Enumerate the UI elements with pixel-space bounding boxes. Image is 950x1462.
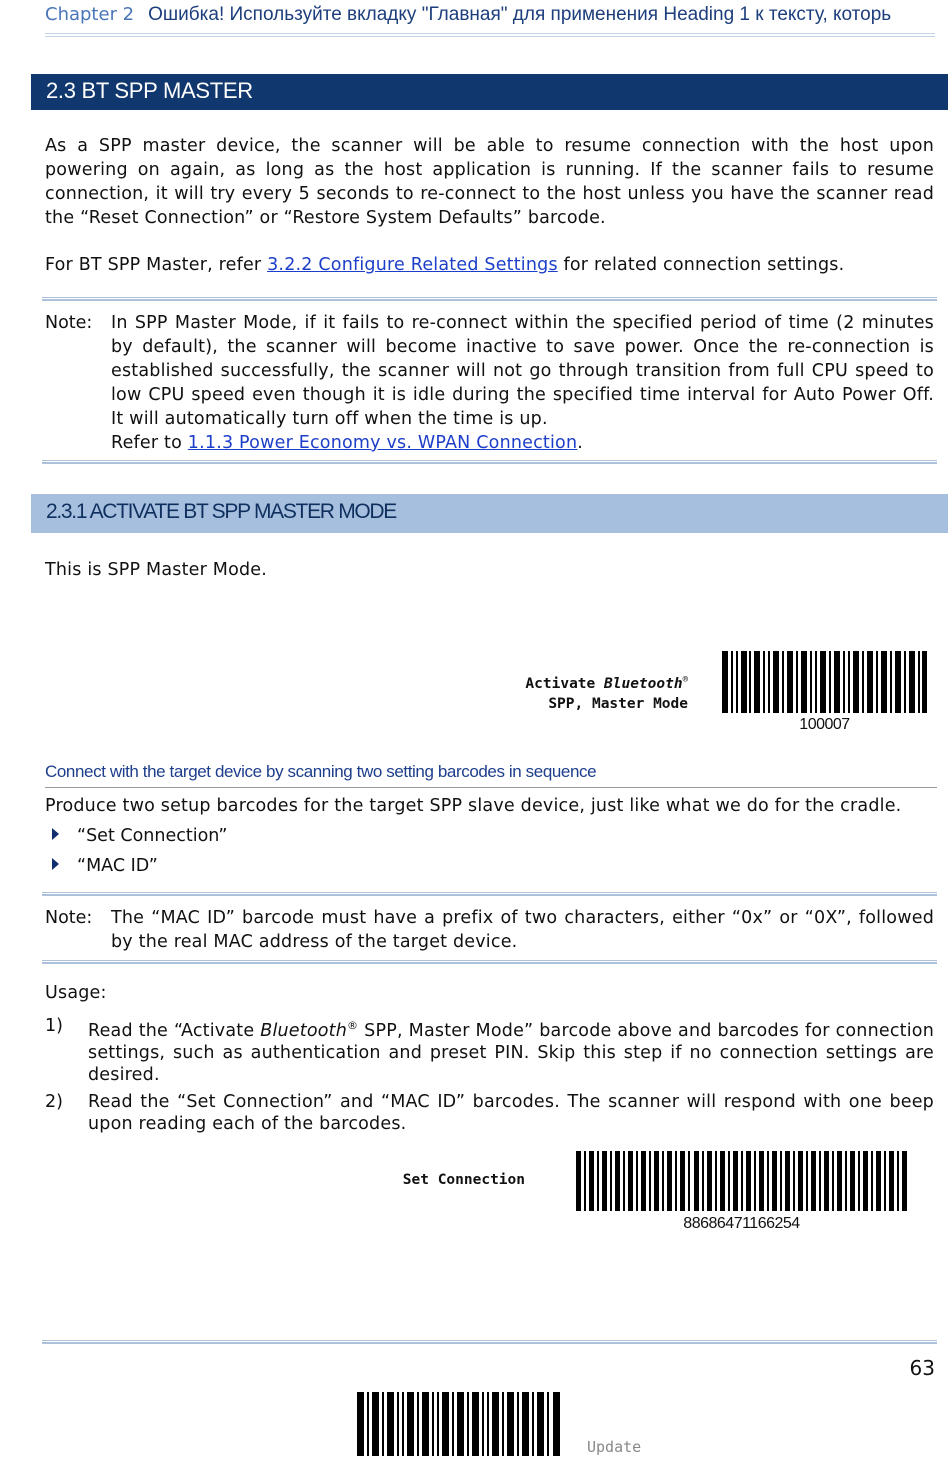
configure-related-settings-link[interactable]: 3.2.2 Configure Related Settings — [267, 255, 558, 275]
activate-barcode-label — [430, 670, 688, 714]
subsection-text: This is SPP Master Mode. — [45, 560, 268, 580]
section-title: 2.3 BT SPP MASTER — [31, 74, 948, 110]
note-text: In SPP Master Mode, if it fails to re-connect within the specified period of time (2 minutes by default), the scanner will become inactive to save power. Once the re-connection is established successfully, the scanner will not go through transition from full CPU speed to low CPU speed even though it is idle during the specified time interval for Auto Power Off. It will automatically turn off when the time is up. — [111, 313, 934, 429]
running-header — [45, 4, 935, 30]
header-error-text: Ошибка! Используйте вкладку "Главная" для применения Heading 1 к тексту, которь — [148, 4, 892, 25]
chapter-label: Chapter 2 — [45, 4, 135, 25]
header-rule — [45, 33, 935, 37]
bullet-arrow-icon — [52, 828, 59, 840]
usage-label: Usage: — [45, 983, 107, 1003]
activate-label-prefix: Activate — [525, 675, 604, 692]
usage-item-2 — [45, 1091, 934, 1135]
note-power-save — [45, 311, 934, 455]
bullet-text: “MAC ID” — [77, 856, 158, 876]
set-connection-barcode-number: 88686471166254 — [683, 1215, 800, 1232]
usage-item-1-num: 1) — [45, 1016, 63, 1036]
note-mac-id — [45, 906, 934, 954]
refer-suffix: for related connection settings. — [557, 255, 845, 275]
footer-rule — [42, 1340, 937, 1344]
bullet-set-connection — [52, 826, 228, 846]
usage-item-2-num: 2) — [45, 1092, 63, 1112]
bullet-arrow-icon — [52, 858, 59, 870]
activate-barcode-number: 100007 — [799, 716, 850, 733]
usage-registered-mark: ® — [347, 1019, 359, 1032]
note-label: Note: — [45, 313, 93, 333]
connect-heading-rule — [45, 787, 937, 788]
usage-item-1 — [45, 1015, 934, 1086]
connect-text: Produce two setup barcodes for the target SPP slave device, just like what we do for the cradle. — [45, 796, 902, 816]
power-economy-link[interactable]: 1.1.3 Power Economy vs. WPAN Connection — [187, 433, 578, 453]
registered-mark: ® — [682, 675, 688, 685]
note-bottom-rule — [42, 460, 937, 464]
connect-heading: Connect with the target device by scanning two setting barcodes in sequence — [45, 762, 597, 781]
bullet-mac-id — [52, 856, 158, 876]
update-barcode[interactable] — [357, 1392, 560, 1456]
usage-item-2-text: Read the “Set Connection” and “MAC ID” barcodes. The scanner will respond with one beep upon reading each of the barcodes. — [88, 1092, 934, 1134]
subsection-title: 2.3.1 ACTIVATE BT SPP MASTER MODE — [31, 494, 948, 533]
usage-item-1-italic: Bluetooth — [260, 1020, 347, 1041]
note2-top-rule — [42, 892, 937, 896]
update-label: Update — [587, 1438, 642, 1456]
set-connection-barcode[interactable] — [576, 1151, 907, 1211]
note-refer-suffix: . — [577, 433, 584, 453]
activate-barcode[interactable] — [722, 651, 927, 713]
note2-text: The “MAC ID” barcode must have a prefix of two characters, either “0x” or “0X”, followed by the real MAC address of the target device. — [111, 908, 934, 952]
note2-bottom-rule — [42, 960, 937, 964]
note-top-rule — [42, 297, 937, 301]
activate-label-line2: SPP, Master Mode — [548, 695, 688, 712]
set-connection-label: Set Connection — [402, 1172, 525, 1188]
usage-item-1-prefix: Read the “Activate — [88, 1020, 261, 1041]
activate-label-italic: Bluetooth — [604, 675, 683, 692]
page-number: 63 — [909, 1356, 935, 1380]
bullet-text: “Set Connection” — [77, 826, 228, 846]
usage-item-1-suffix: SPP, Master Mode” barcode above and barcodes for connection settings, such as authentication and preset PIN. Skip this step if no connection settings are desired. — [88, 1020, 934, 1085]
note2-label: Note: — [45, 908, 93, 928]
intro-paragraph: As a SPP master device, the scanner will be able to resume connection with the host upon powering on again, as long as the host application is running. If the scanner fails to resume connection, it will try every 5 seconds to re-connect to the host unless you have the scanner read the “Reset Connection” or “Restore System Defaults” barcode. — [45, 136, 934, 228]
note-refer-prefix: Refer to — [111, 433, 188, 453]
refer-paragraph — [45, 253, 934, 277]
refer-prefix: For BT SPP Master, refer — [45, 255, 268, 275]
